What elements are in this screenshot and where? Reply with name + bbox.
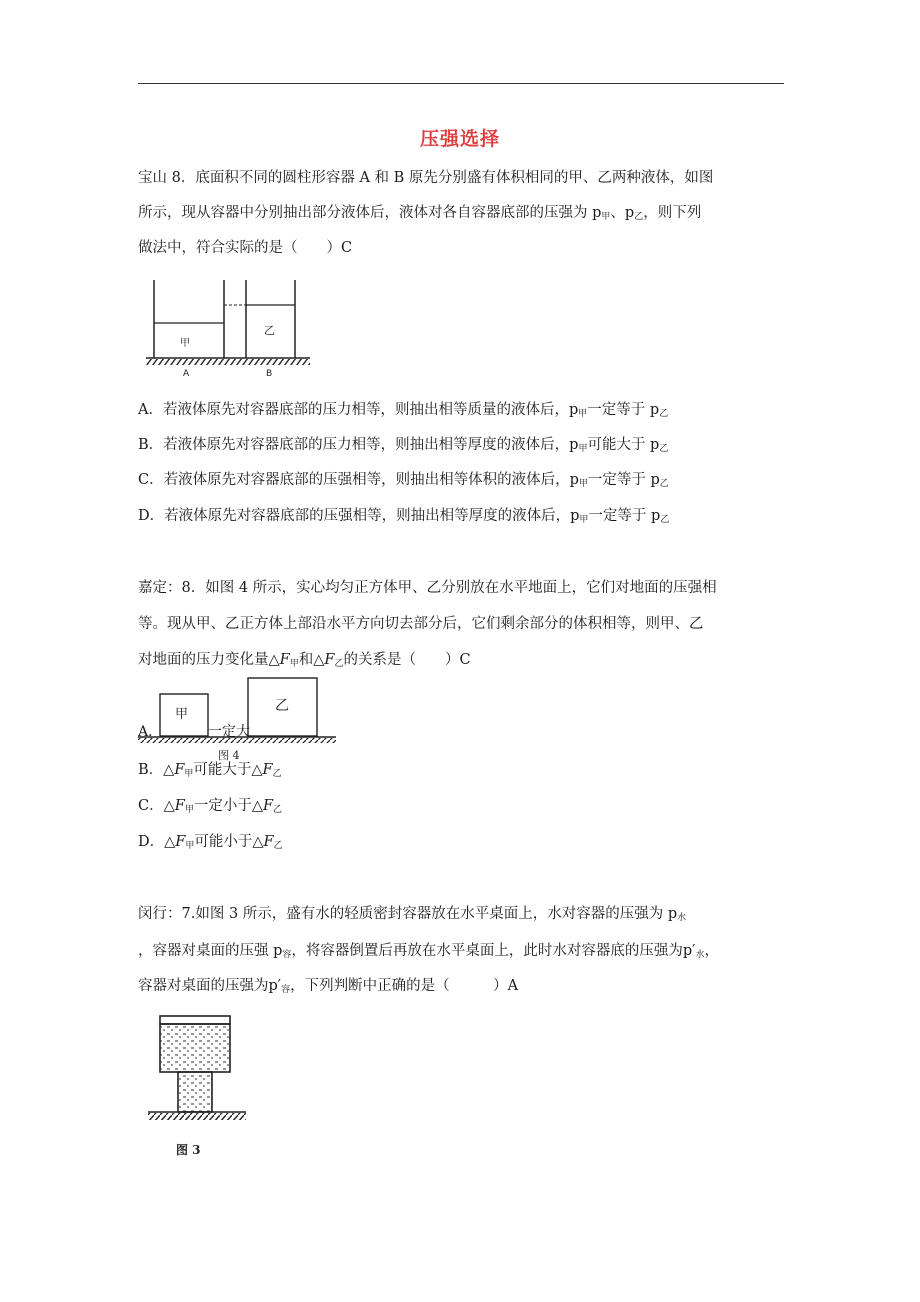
q2-option-b: B．$\triangle F_甲$可能大于$\triangle F_乙$ [138, 762, 282, 779]
q2-line2: 等。现从甲、乙正方体上部沿水平方向切去部分后，它们剩余部分的体积相等，则甲、乙 [138, 616, 704, 632]
page-title: 压强选择 [419, 128, 500, 150]
q1-line1: 宝山 8．底面积不同的圆柱形容器 A 和 B 原先分别盛有体积相同的甲、乙两种液体，如图 [138, 170, 714, 186]
q1-figure [140, 278, 330, 380]
q3-fig-caption: 图 3 [176, 1143, 201, 1157]
q1-line3: 做法中，符合实际的是（ ）C [138, 240, 353, 256]
q1-line2: 所示，现从容器中分别抽出部分液体后，液体对各自容器底部的压强为 $p_甲$、$p_乙$，则下列 [138, 205, 702, 222]
q1-option-d: D．若液体原先对容器底部的压强相等，则抽出相等厚度的液体后，$p_甲$一定等于 $p_乙$ [138, 508, 670, 525]
q1-fig-label-jia: 甲 [180, 338, 190, 349]
q1-fig-label-a: A [183, 369, 190, 379]
q3-line3: 容器对桌面的压强为$p'_容$，下列判断中正确的是（ ）A [138, 978, 519, 995]
q1-fig-label-b: B [266, 369, 273, 379]
q1-fig-label-yi: 乙 [264, 324, 275, 337]
q2-figure [138, 674, 338, 766]
q2-option-a-tail: 一定大 [208, 724, 250, 740]
q2-fig-caption: 图 4 [218, 749, 240, 762]
q2-option-d: D．$\triangle F_甲$可能小于$\triangle F_乙$ [138, 834, 283, 851]
q3-figure [142, 1010, 254, 1162]
q1-option-c: C．若液体原先对容器底部的压强相等，则抽出相等体积的液体后，$p_甲$一定等于 $p_乙$ [138, 472, 669, 489]
q3-line1: 闵行：7.如图 3 所示，盛有水的轻质密封容器放在水平桌面上，水对容器的压强为 $p_水$ [138, 906, 687, 923]
q1-option-a: A．若液体原先对容器底部的压力相等，则抽出相等质量的液体后，$p_甲$一定等于 $p_乙$ [138, 402, 669, 419]
q1-option-b: B．若液体原先对容器底部的压力相等，则抽出相等厚度的液体后，$p_甲$可能大于 $p_乙$ [138, 437, 669, 454]
q2-line3: 对地面的压力变化量$\triangle F_甲$和$\triangle F_乙$的关系是（ ）C [138, 652, 471, 669]
q2-option-a-label: A． [138, 724, 163, 740]
q2-fig-label-jia: 甲 [175, 707, 189, 722]
q2-fig-label-yi: 乙 [275, 698, 289, 714]
q3-line2: ，容器对桌面的压强 $p_容$，将容器倒置后再放在水平桌面上，此时水对容器底的压强为$p'_水$， [138, 943, 719, 960]
header-rule [138, 83, 784, 84]
q2-line1: 嘉定：8．如图 4 所示，实心均匀正方体甲、乙分别放在水平地面上，它们对地面的压强相 [138, 580, 717, 596]
q2-option-c: C．$\triangle F_甲$一定小于$\triangle F_乙$ [138, 798, 283, 815]
